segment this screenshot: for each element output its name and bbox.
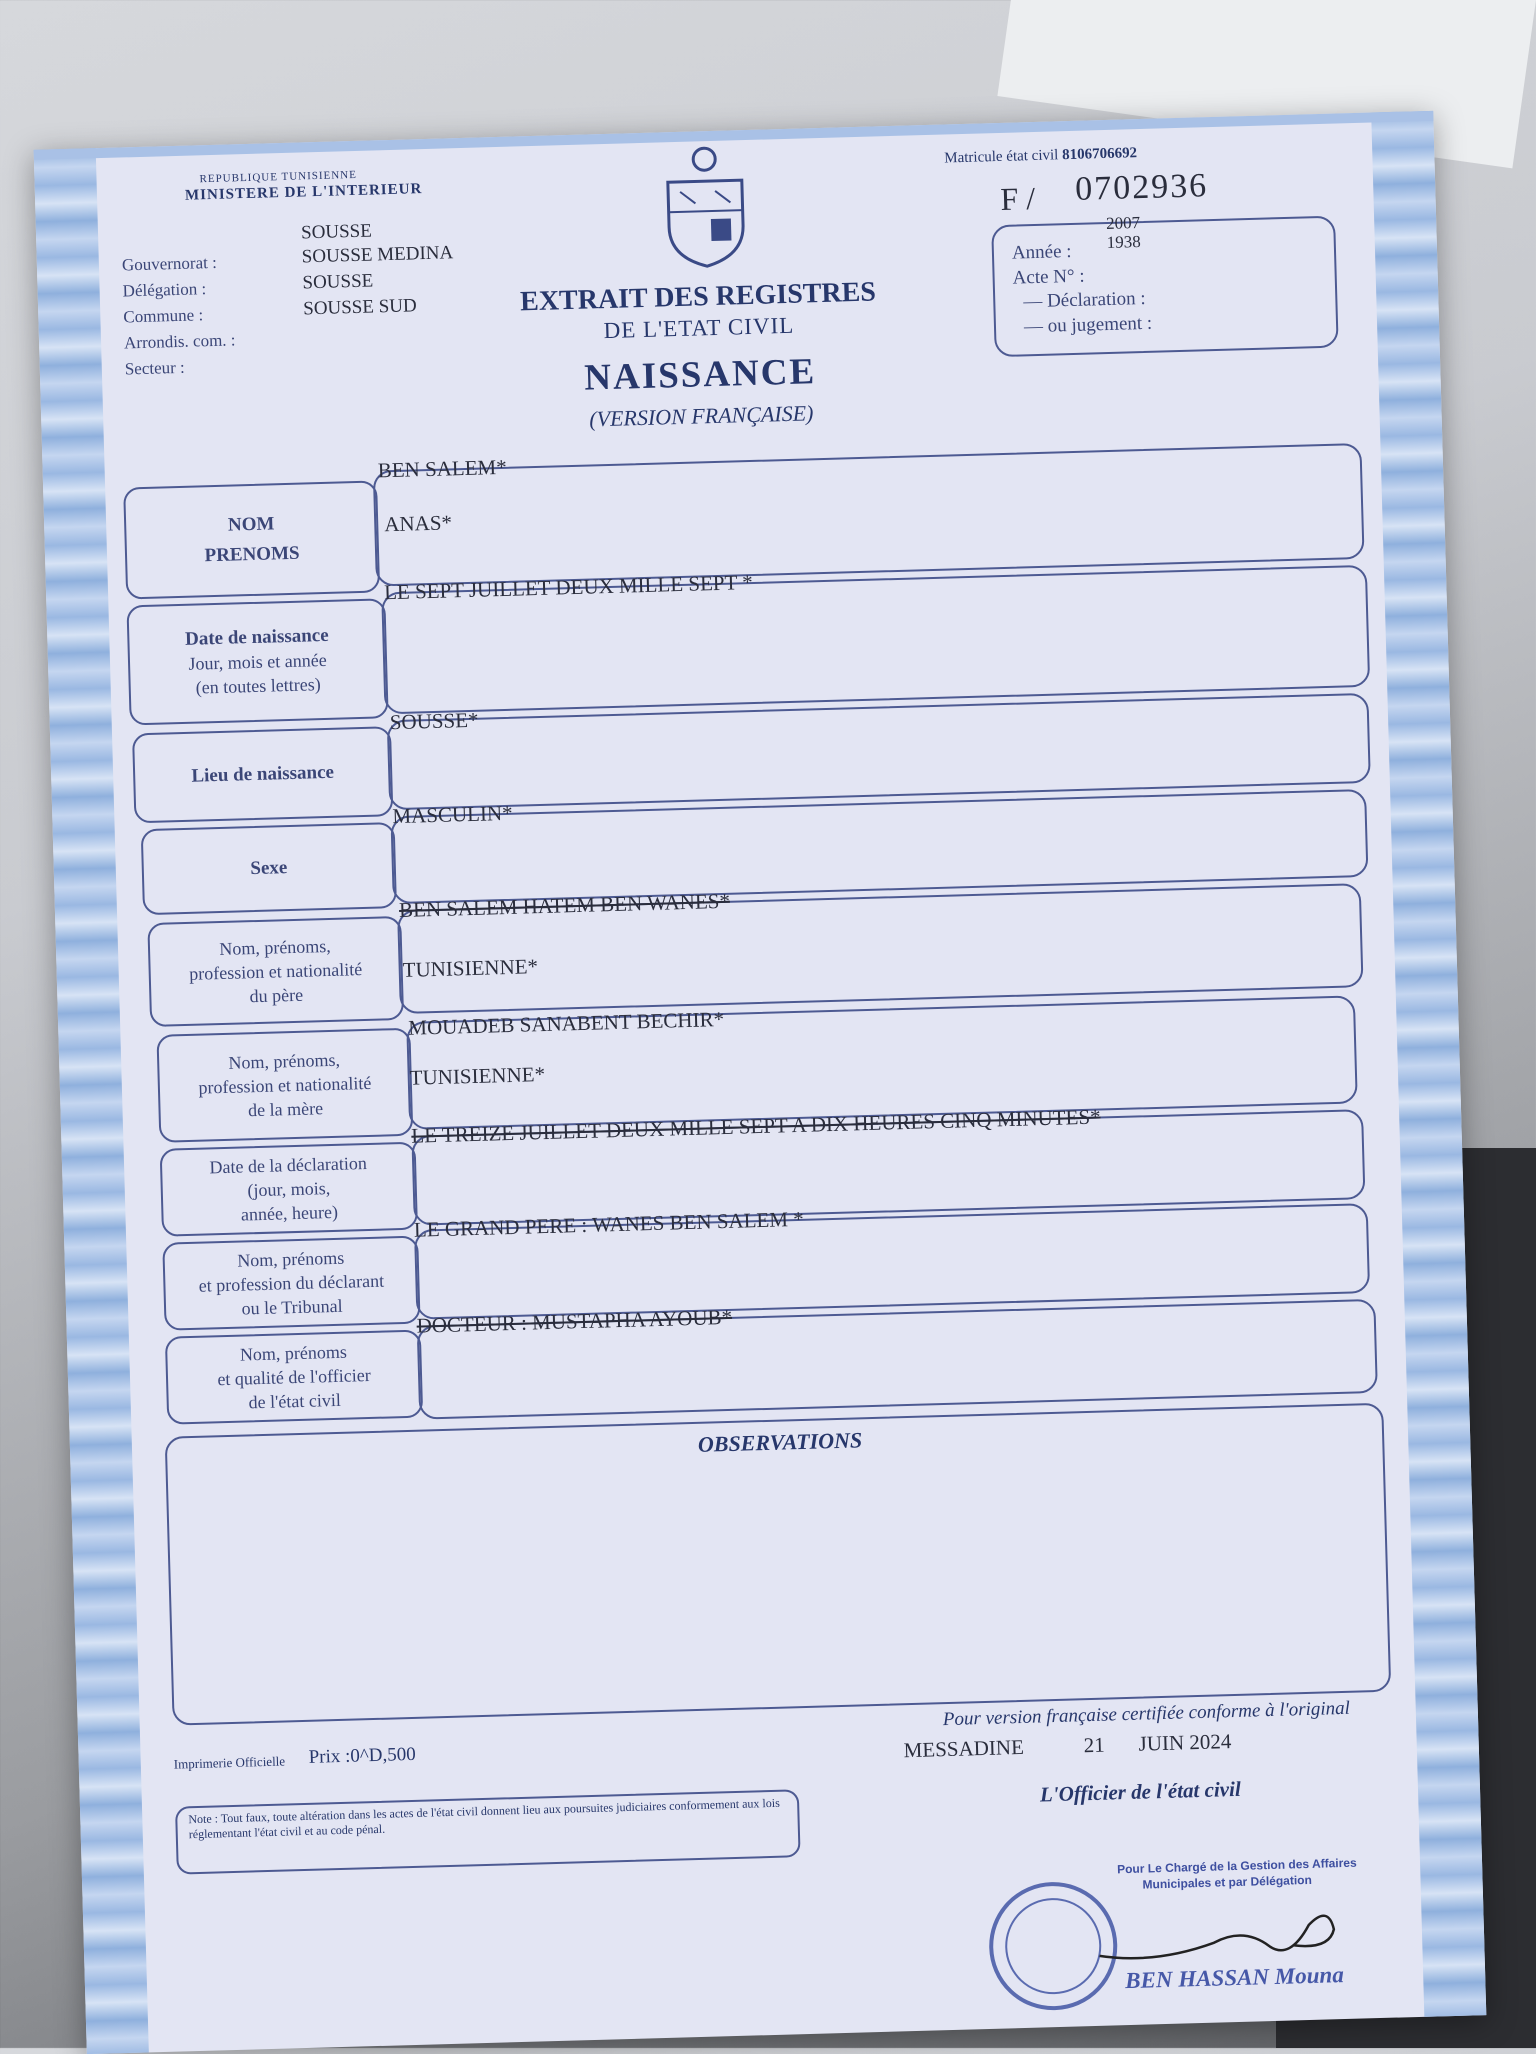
mere-label-1: Nom, prénoms, [228, 1049, 341, 1073]
title-version: (VERSION FRANÇAISE) [588, 400, 814, 432]
declarant-value: LE GRAND PERE : WANES BEN SALEM * [413, 1206, 805, 1242]
certified-label: Pour version française certifiée conforme à l'original [942, 1697, 1351, 1731]
secteur-label: Secteur : [124, 357, 186, 379]
matricule-value: 8106706692 [1061, 145, 1138, 164]
mere-label-3: de la mère [247, 1098, 324, 1121]
pere-label-box [147, 916, 404, 1027]
officier-label-2: et qualité de l'officier [217, 1364, 371, 1390]
nom-label: NOM [227, 513, 275, 536]
ministry-label: MINISTERE DE L'INTERIEUR [184, 181, 423, 204]
imprimerie-label: Imprimerie Officielle [173, 1753, 286, 1772]
declarant-label-2: et profession du déclarant [198, 1270, 385, 1296]
coat-of-arms-icon [649, 140, 763, 273]
stamp-line1: Pour Le Chargé de la Gestion des Affaires [1116, 1855, 1357, 1877]
declarant-label-1: Nom, prénoms [236, 1247, 345, 1271]
prix-label: Prix :0^D,500 [308, 1743, 417, 1768]
acte-label: Acte N° : [1012, 265, 1085, 289]
arrondis-label: Arrondis. com. : [123, 330, 236, 353]
dob-sub2: (en toutes lettres) [195, 674, 321, 698]
pere-value-2: TUNISIENNE* [402, 954, 539, 982]
month-year-value: JUIN 2024 [1138, 1729, 1232, 1756]
republic-label: REPUBLIQUE TUNISIENNE [199, 168, 358, 186]
declarant-label-box [162, 1236, 420, 1331]
dob-label: Date de naissance [184, 624, 329, 650]
nom-value: BEN SALEM* [377, 454, 507, 483]
lieu-label-box [132, 726, 393, 823]
prenoms-label: PRENOMS [204, 542, 300, 567]
decl-label-3: année, heure) [240, 1201, 339, 1225]
nom-prenoms-field [373, 443, 1365, 587]
title-line2: DE L'ETAT CIVIL [603, 312, 795, 344]
prenoms-value: ANAS* [383, 510, 453, 537]
annee-value: 2007 [1105, 213, 1141, 233]
decl-label-box [160, 1142, 418, 1237]
birth-certificate-sheet [34, 111, 1487, 2054]
form-number: 0702936 [1074, 167, 1209, 208]
acte-value: 1938 [1106, 232, 1141, 252]
sexe-value: MASCULIN* [392, 800, 513, 829]
delegation-value: SOUSSE MEDINA [301, 242, 454, 268]
commune-value: SOUSSE [302, 270, 374, 294]
mere-label-box [156, 1028, 413, 1143]
signature-scribble-icon [1093, 1904, 1345, 1971]
place-value: MESSADINE [903, 1734, 1025, 1763]
officier-title: L'Officier de l'état civil [1039, 1776, 1242, 1807]
title-line1: EXTRAIT DES REGISTRES [519, 276, 877, 318]
mere-value-1: MOUADEB SANABENT BECHIR* [408, 1006, 725, 1040]
mere-label-2: profession et nationalité [198, 1072, 372, 1098]
lieu-label: Lieu de naissance [191, 761, 335, 787]
sexe-label: Sexe [250, 857, 288, 880]
note-label: Note : [188, 1811, 219, 1827]
declarant-label-3: ou le Tribunal [241, 1295, 343, 1319]
delegation-label: Délégation : [122, 279, 207, 301]
pere-label-2: profession et nationalité [188, 959, 363, 984]
declaration-label: — Déclaration : [1023, 287, 1146, 313]
lieu-value: SOUSSE* [389, 707, 479, 735]
mere-value-2: TUNISIENNE* [409, 1062, 546, 1090]
pere-value-1: BEN SALEM HATEM BEN WANES* [398, 888, 731, 923]
day-value: 21 [1083, 1732, 1105, 1758]
jugement-label: — ou jugement : [1023, 312, 1153, 338]
arrondis-value: SOUSSE SUD [302, 295, 417, 320]
matricule-label: Matricule état civil 8106706692 [944, 145, 1138, 167]
signatory-name: BEN HASSAN Mouna [1124, 1962, 1345, 1994]
officier-value: DOCTEUR : MUSTAPHA AYOUB* [416, 1304, 733, 1338]
pere-label-1: Nom, prénoms, [219, 935, 332, 960]
annee-label: Année : [1011, 240, 1072, 264]
decorative-border-left [34, 148, 149, 2054]
dob-sub1: Jour, mois et année [188, 649, 327, 674]
decorative-border-right [1371, 111, 1486, 2017]
nom-prenoms-label-box [123, 480, 380, 599]
form-prefix: F / [999, 179, 1036, 217]
title-main: NAISSANCE [583, 351, 817, 399]
decl-label-2: (jour, mois, [247, 1178, 331, 1201]
officier-label-1: Nom, prénoms [239, 1341, 348, 1365]
officier-label-3: de l'état civil [248, 1389, 342, 1413]
gouvernorat-value: SOUSSE [300, 220, 373, 244]
sexe-label-box [141, 822, 397, 915]
decl-value: LE TREIZE JUILLET DEUX MILLE SEPT A DIX HEURES CINQ MINUTES* [411, 1104, 1101, 1148]
observations-label: OBSERVATIONS [697, 1427, 863, 1457]
officier-label-box [165, 1330, 423, 1425]
decl-label-1: Date de la déclaration [209, 1153, 368, 1178]
stamp-line2: Municipales et par Délégation [1142, 1872, 1313, 1892]
commune-label: Commune : [123, 305, 204, 327]
gouvernorat-label: Gouvernorat : [121, 252, 218, 275]
dob-label-box [126, 598, 388, 725]
note-body: Tout faux, toute altération dans les actes de l'état civil donnent lieu aux poursuites judiciaires conformement aux lois réglementant l'état civil et au code pénal. [188, 1795, 780, 1842]
pere-label-3: du père [249, 984, 304, 1007]
dob-value: LE SEPT JUILLET DEUX MILLE SEPT * [383, 570, 754, 605]
